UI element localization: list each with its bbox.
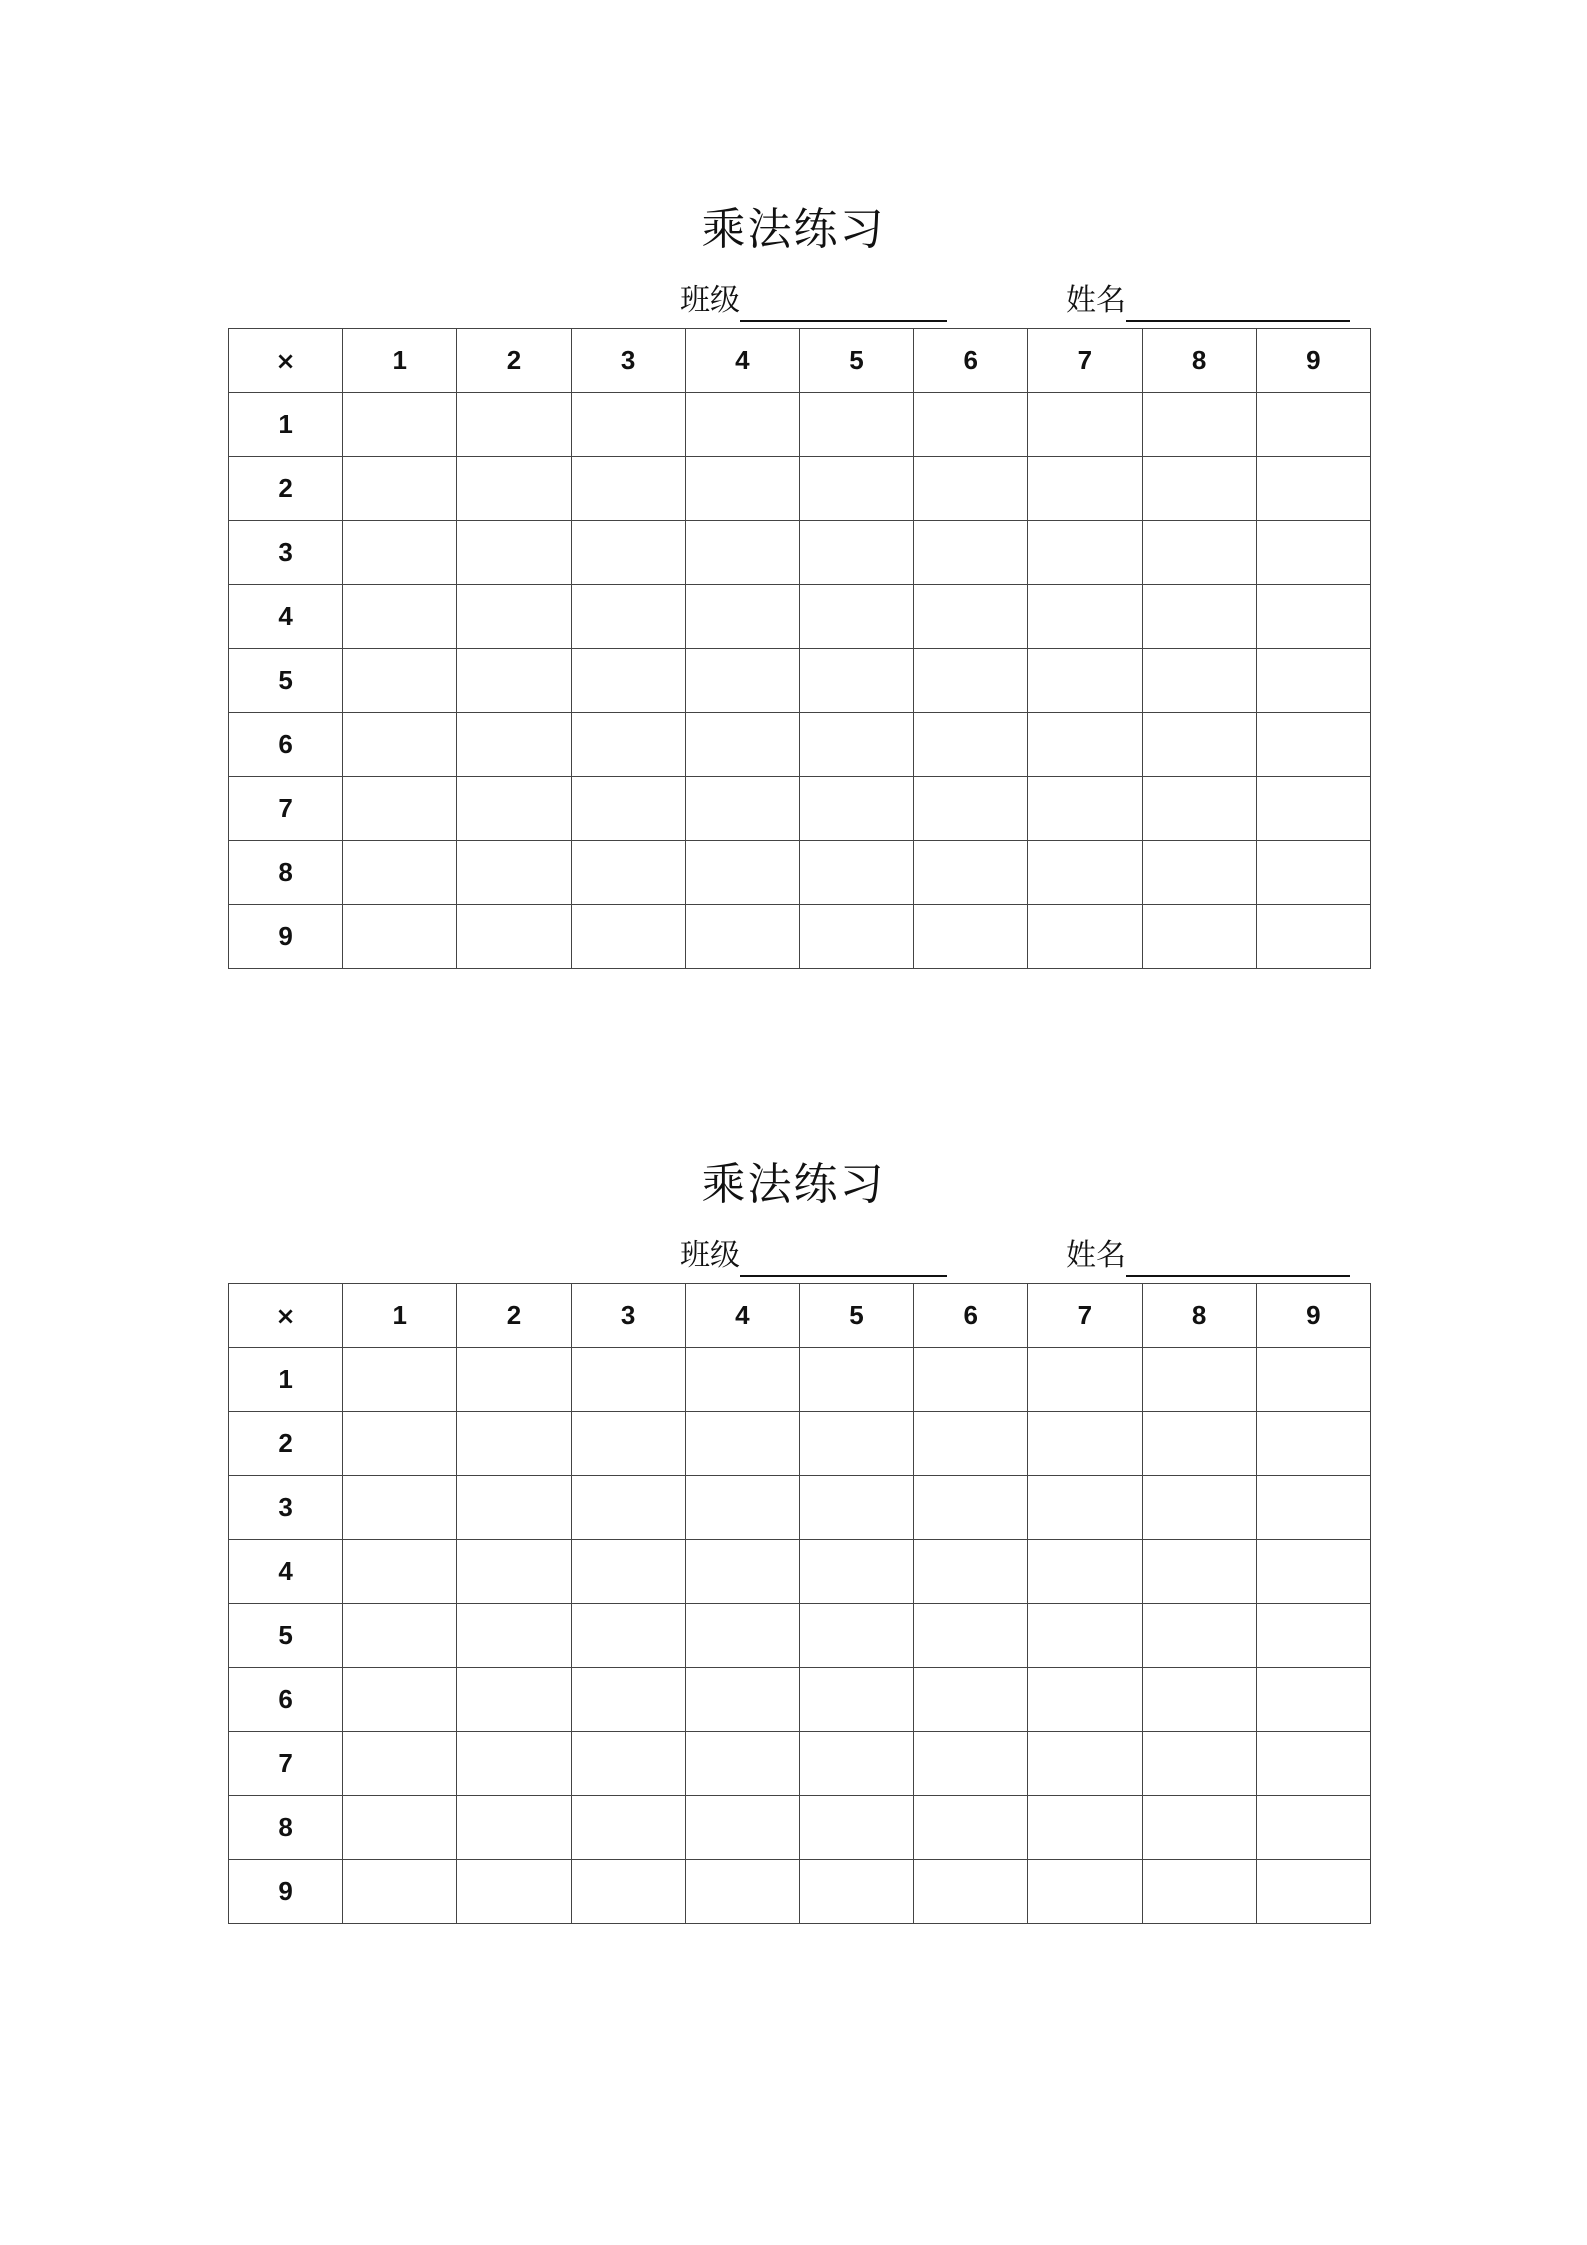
- multiplication-grid: [228, 1283, 1371, 1924]
- name-input-line[interactable]: [1126, 1239, 1350, 1277]
- answer-cell[interactable]: [914, 521, 1028, 585]
- table-row: [229, 905, 1371, 969]
- answer-cell[interactable]: [799, 1476, 913, 1540]
- answer-cell[interactable]: [799, 1732, 913, 1796]
- answer-cell[interactable]: [914, 1476, 1028, 1540]
- answer-cell[interactable]: [1028, 841, 1142, 905]
- answer-cell[interactable]: [457, 649, 571, 713]
- answer-cell[interactable]: [1142, 777, 1256, 841]
- answer-cell[interactable]: [1028, 1604, 1142, 1668]
- table-row: [229, 1796, 1371, 1860]
- table-row: [229, 1860, 1371, 1924]
- row-header: 3: [229, 1476, 343, 1540]
- grid-header-row: [229, 1284, 1371, 1348]
- answer-cell[interactable]: [571, 1412, 685, 1476]
- answer-cell[interactable]: [457, 1796, 571, 1860]
- answer-cell[interactable]: [1142, 1348, 1256, 1412]
- answer-cell[interactable]: [457, 393, 571, 457]
- answer-cell[interactable]: [1028, 1860, 1142, 1924]
- answer-cell[interactable]: [457, 1604, 571, 1668]
- column-header: 3: [571, 329, 685, 393]
- answer-cell[interactable]: [1256, 777, 1370, 841]
- row-header: 7: [229, 1732, 343, 1796]
- column-header: 1: [343, 329, 457, 393]
- answer-cell[interactable]: [799, 585, 913, 649]
- column-header: 7: [1028, 1284, 1142, 1348]
- answer-cell[interactable]: [685, 905, 799, 969]
- answer-cell[interactable]: [799, 1796, 913, 1860]
- class-label: 班级: [680, 283, 740, 318]
- answer-cell[interactable]: [571, 1540, 685, 1604]
- answer-cell[interactable]: [685, 841, 799, 905]
- class-field: [680, 1235, 947, 1277]
- answer-cell[interactable]: [1142, 1860, 1256, 1924]
- answer-cell[interactable]: [685, 1412, 799, 1476]
- answer-cell[interactable]: [457, 1668, 571, 1732]
- answer-cell[interactable]: [799, 1604, 913, 1668]
- row-header: 8: [229, 1796, 343, 1860]
- answer-cell[interactable]: [1142, 585, 1256, 649]
- answer-cell[interactable]: [914, 905, 1028, 969]
- row-header: 3: [229, 521, 343, 585]
- answer-cell[interactable]: [1256, 905, 1370, 969]
- answer-cell[interactable]: [1256, 585, 1370, 649]
- answer-cell[interactable]: [457, 1348, 571, 1412]
- answer-cell[interactable]: [1256, 457, 1370, 521]
- table-row: [229, 1668, 1371, 1732]
- row-header: 4: [229, 585, 343, 649]
- answer-cell[interactable]: [457, 713, 571, 777]
- class-label: 班级: [680, 1238, 740, 1273]
- answer-cell[interactable]: [1028, 393, 1142, 457]
- answer-cell[interactable]: [1142, 649, 1256, 713]
- answer-cell[interactable]: [1028, 585, 1142, 649]
- answer-cell[interactable]: [343, 1796, 457, 1860]
- answer-cell[interactable]: [914, 777, 1028, 841]
- column-header: 9: [1256, 329, 1370, 393]
- answer-cell[interactable]: [914, 585, 1028, 649]
- answer-cell[interactable]: [799, 457, 913, 521]
- answer-cell[interactable]: [1142, 1604, 1256, 1668]
- name-field: [1066, 280, 1350, 322]
- column-header: 5: [799, 1284, 913, 1348]
- answer-cell[interactable]: [571, 1668, 685, 1732]
- column-header: 5: [799, 329, 913, 393]
- answer-cell[interactable]: [799, 1540, 913, 1604]
- answer-cell[interactable]: [457, 841, 571, 905]
- answer-cell[interactable]: [343, 841, 457, 905]
- grid-header-row: [229, 329, 1371, 393]
- table-row: [229, 1732, 1371, 1796]
- multiply-symbol: ×: [229, 329, 343, 393]
- row-header: 4: [229, 1540, 343, 1604]
- row-header: 8: [229, 841, 343, 905]
- answer-cell[interactable]: [1142, 1412, 1256, 1476]
- answer-cell[interactable]: [1142, 521, 1256, 585]
- class-input-line[interactable]: [740, 1239, 947, 1277]
- answer-cell[interactable]: [799, 905, 913, 969]
- answer-cell[interactable]: [685, 1860, 799, 1924]
- name-label: 姓名: [1066, 283, 1126, 318]
- answer-cell[interactable]: [914, 1860, 1028, 1924]
- answer-cell[interactable]: [1256, 1604, 1370, 1668]
- multiply-symbol: ×: [229, 1284, 343, 1348]
- answer-cell[interactable]: [343, 1732, 457, 1796]
- table-row: [229, 1476, 1371, 1540]
- row-header: 2: [229, 1412, 343, 1476]
- answer-cell[interactable]: [1256, 1348, 1370, 1412]
- answer-cell[interactable]: [1256, 1540, 1370, 1604]
- answer-cell[interactable]: [571, 777, 685, 841]
- answer-cell[interactable]: [1028, 1540, 1142, 1604]
- name-label: 姓名: [1066, 1238, 1126, 1273]
- answer-cell[interactable]: [1142, 1732, 1256, 1796]
- answer-cell[interactable]: [571, 521, 685, 585]
- row-header: 1: [229, 1348, 343, 1412]
- answer-cell[interactable]: [914, 1604, 1028, 1668]
- table-row: [229, 1412, 1371, 1476]
- table-row: [229, 649, 1371, 713]
- answer-cell[interactable]: [1256, 393, 1370, 457]
- answer-cell[interactable]: [799, 1412, 913, 1476]
- answer-cell[interactable]: [1142, 1540, 1256, 1604]
- answer-cell[interactable]: [343, 777, 457, 841]
- table-row: [229, 713, 1371, 777]
- answer-cell[interactable]: [343, 713, 457, 777]
- answer-cell[interactable]: [685, 777, 799, 841]
- answer-cell[interactable]: [1142, 457, 1256, 521]
- answer-cell[interactable]: [1256, 1860, 1370, 1924]
- class-field: [680, 280, 947, 322]
- answer-cell[interactable]: [914, 1732, 1028, 1796]
- answer-cell[interactable]: [571, 1476, 685, 1540]
- answer-cell[interactable]: [685, 1732, 799, 1796]
- answer-cell[interactable]: [1028, 1412, 1142, 1476]
- answer-cell[interactable]: [914, 457, 1028, 521]
- name-input-line[interactable]: [1126, 284, 1350, 322]
- answer-cell[interactable]: [914, 1668, 1028, 1732]
- multiplication-grid: [228, 328, 1371, 969]
- answer-cell[interactable]: [685, 1796, 799, 1860]
- table-row: [229, 585, 1371, 649]
- answer-cell[interactable]: [914, 1796, 1028, 1860]
- row-header: 6: [229, 1668, 343, 1732]
- answer-cell[interactable]: [799, 713, 913, 777]
- row-header: 1: [229, 393, 343, 457]
- answer-cell[interactable]: [1028, 1348, 1142, 1412]
- row-header: 9: [229, 1860, 343, 1924]
- answer-cell[interactable]: [1256, 521, 1370, 585]
- column-header: 3: [571, 1284, 685, 1348]
- answer-cell[interactable]: [1028, 777, 1142, 841]
- answer-cell[interactable]: [799, 649, 913, 713]
- answer-cell[interactable]: [571, 457, 685, 521]
- column-header: 7: [1028, 329, 1142, 393]
- answer-cell[interactable]: [914, 841, 1028, 905]
- answer-cell[interactable]: [914, 649, 1028, 713]
- answer-cell[interactable]: [1256, 1668, 1370, 1732]
- answer-cell[interactable]: [1142, 1476, 1256, 1540]
- answer-cell[interactable]: [343, 1604, 457, 1668]
- answer-cell[interactable]: [571, 1348, 685, 1412]
- answer-cell[interactable]: [343, 649, 457, 713]
- answer-cell[interactable]: [685, 1540, 799, 1604]
- column-header: 4: [685, 329, 799, 393]
- answer-cell[interactable]: [343, 1476, 457, 1540]
- answer-cell[interactable]: [1028, 521, 1142, 585]
- table-row: [229, 393, 1371, 457]
- name-field: [1066, 1235, 1350, 1277]
- answer-cell[interactable]: [799, 1860, 913, 1924]
- answer-cell[interactable]: [799, 841, 913, 905]
- answer-cell[interactable]: [457, 585, 571, 649]
- answer-cell[interactable]: [457, 1412, 571, 1476]
- table-row: [229, 1604, 1371, 1668]
- answer-cell[interactable]: [1142, 1668, 1256, 1732]
- answer-cell[interactable]: [914, 393, 1028, 457]
- column-header: 8: [1142, 1284, 1256, 1348]
- answer-cell[interactable]: [1142, 393, 1256, 457]
- table-row: [229, 521, 1371, 585]
- answer-cell[interactable]: [343, 1348, 457, 1412]
- answer-cell[interactable]: [343, 585, 457, 649]
- row-header: 5: [229, 649, 343, 713]
- answer-cell[interactable]: [685, 585, 799, 649]
- answer-cell[interactable]: [571, 713, 685, 777]
- column-header: 2: [457, 1284, 571, 1348]
- answer-cell[interactable]: [457, 521, 571, 585]
- answer-cell[interactable]: [799, 1348, 913, 1412]
- column-header: 2: [457, 329, 571, 393]
- answer-cell[interactable]: [343, 393, 457, 457]
- answer-cell[interactable]: [571, 1860, 685, 1924]
- answer-cell[interactable]: [343, 1412, 457, 1476]
- answer-cell[interactable]: [799, 777, 913, 841]
- column-header: 4: [685, 1284, 799, 1348]
- column-header: 1: [343, 1284, 457, 1348]
- answer-cell[interactable]: [457, 1860, 571, 1924]
- answer-cell[interactable]: [685, 649, 799, 713]
- answer-cell[interactable]: [343, 457, 457, 521]
- answer-cell[interactable]: [1142, 713, 1256, 777]
- answer-cell[interactable]: [343, 1860, 457, 1924]
- row-header: 9: [229, 905, 343, 969]
- answer-cell[interactable]: [799, 1668, 913, 1732]
- row-header: 2: [229, 457, 343, 521]
- answer-cell[interactable]: [1028, 1796, 1142, 1860]
- answer-cell[interactable]: [571, 1796, 685, 1860]
- answer-cell[interactable]: [571, 841, 685, 905]
- answer-cell[interactable]: [571, 649, 685, 713]
- answer-cell[interactable]: [1256, 649, 1370, 713]
- answer-cell[interactable]: [685, 457, 799, 521]
- answer-cell[interactable]: [457, 1540, 571, 1604]
- answer-cell[interactable]: [685, 713, 799, 777]
- answer-cell[interactable]: [914, 713, 1028, 777]
- table-row: [229, 841, 1371, 905]
- answer-cell[interactable]: [1028, 1668, 1142, 1732]
- answer-cell[interactable]: [685, 1604, 799, 1668]
- answer-cell[interactable]: [1142, 841, 1256, 905]
- answer-cell[interactable]: [1256, 1796, 1370, 1860]
- answer-cell[interactable]: [1142, 905, 1256, 969]
- answer-cell[interactable]: [457, 905, 571, 969]
- answer-cell[interactable]: [343, 1540, 457, 1604]
- table-row: [229, 1348, 1371, 1412]
- column-header: 6: [914, 329, 1028, 393]
- row-header: 6: [229, 713, 343, 777]
- answer-cell[interactable]: [1142, 1796, 1256, 1860]
- row-header: 5: [229, 1604, 343, 1668]
- answer-cell[interactable]: [457, 777, 571, 841]
- answer-cell[interactable]: [343, 905, 457, 969]
- column-header: 8: [1142, 329, 1256, 393]
- worksheet-title: 乘法练习: [701, 204, 886, 255]
- answer-cell[interactable]: [571, 905, 685, 969]
- answer-cell[interactable]: [571, 1732, 685, 1796]
- column-header: 9: [1256, 1284, 1370, 1348]
- answer-cell[interactable]: [1256, 1476, 1370, 1540]
- answer-cell[interactable]: [1028, 1732, 1142, 1796]
- answer-cell[interactable]: [1028, 713, 1142, 777]
- answer-cell[interactable]: [571, 585, 685, 649]
- answer-cell[interactable]: [457, 1476, 571, 1540]
- answer-cell[interactable]: [685, 393, 799, 457]
- answer-cell[interactable]: [571, 1604, 685, 1668]
- answer-cell[interactable]: [685, 1668, 799, 1732]
- answer-cell[interactable]: [1256, 1732, 1370, 1796]
- answer-cell[interactable]: [914, 1348, 1028, 1412]
- answer-cell[interactable]: [457, 457, 571, 521]
- table-row: [229, 457, 1371, 521]
- answer-cell[interactable]: [1028, 1476, 1142, 1540]
- answer-cell[interactable]: [457, 1732, 571, 1796]
- answer-cell[interactable]: [571, 393, 685, 457]
- worksheet-title: 乘法练习: [701, 1159, 886, 1210]
- column-header: 6: [914, 1284, 1028, 1348]
- answer-cell[interactable]: [685, 1476, 799, 1540]
- answer-cell[interactable]: [1256, 713, 1370, 777]
- answer-cell[interactable]: [1028, 649, 1142, 713]
- class-input-line[interactable]: [740, 284, 947, 322]
- answer-cell[interactable]: [914, 1412, 1028, 1476]
- answer-cell[interactable]: [799, 521, 913, 585]
- answer-cell[interactable]: [1256, 841, 1370, 905]
- table-row: [229, 1540, 1371, 1604]
- answer-cell[interactable]: [1028, 905, 1142, 969]
- answer-cell[interactable]: [799, 393, 913, 457]
- row-header: 7: [229, 777, 343, 841]
- answer-cell[interactable]: [914, 1540, 1028, 1604]
- table-row: [229, 777, 1371, 841]
- answer-cell[interactable]: [685, 1348, 799, 1412]
- answer-cell[interactable]: [343, 521, 457, 585]
- answer-cell[interactable]: [343, 1668, 457, 1732]
- answer-cell[interactable]: [1256, 1412, 1370, 1476]
- answer-cell[interactable]: [1028, 457, 1142, 521]
- answer-cell[interactable]: [685, 521, 799, 585]
